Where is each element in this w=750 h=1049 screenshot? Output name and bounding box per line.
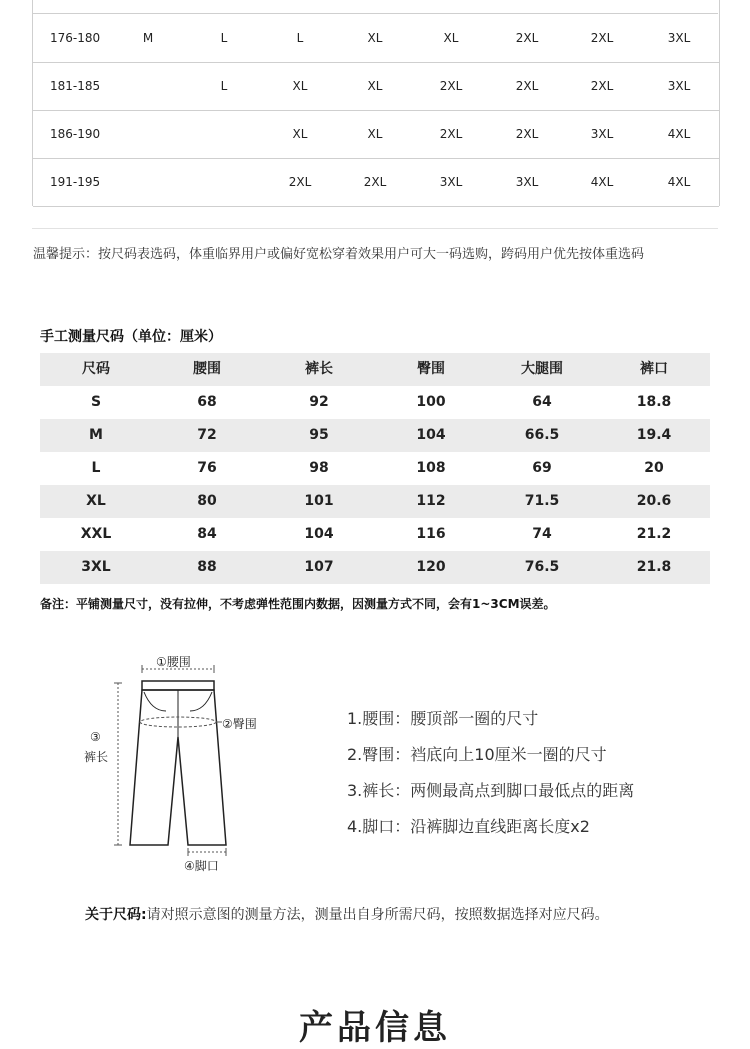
size-chart-row [33,62,719,111]
measure-header-cell: 臀围 [417,361,445,377]
size-cell: 2XL [515,31,539,45]
measure-cell: 19.4 [636,427,672,443]
measure-row [40,386,710,419]
measure-row [40,452,710,485]
size-cell [118,158,178,206]
measure-note: 备注：平铺测量尺寸，没有拉伸，不考虑弹性范围内数据，因测量方式不同，会有1~3CM误差。 [40,597,556,611]
measure-cell: 71.5 [524,493,560,509]
size-cell: 2XL [515,127,539,141]
hem-label: ④脚口 [184,859,219,873]
size-tip: 温馨提示：按尺码表选码，体重临界用户或偏好宽松穿着效果用户可大一码选购，跨码用户优先按体重选码 [33,247,645,262]
measure-cell: 108 [416,460,446,476]
measure-cell: M [89,427,103,443]
size-cell [194,110,254,158]
measure-cell: S [90,394,102,410]
measure-cell: 66.5 [524,427,560,443]
size-cell: 2XL [363,175,387,189]
definition-hem: 4.脚口：沿裤脚边直线距离长度x2 [347,817,590,836]
definition-waist: 1.腰围：腰顶部一圈的尺寸 [347,709,539,728]
measure-cell: 20.6 [636,493,672,509]
measure-cell: 98 [309,460,329,476]
measure-cell: 116 [416,526,446,542]
size-cell: M [142,31,154,45]
size-cell: 4XL [667,175,691,189]
size-chart [32,0,720,206]
measure-cell: XL [86,493,106,509]
size-cell: XL [292,79,308,93]
measure-cell: 107 [304,559,334,575]
measure-cell: 104 [416,427,446,443]
measure-cell: 68 [197,394,217,410]
size-cell: XL [443,31,459,45]
measure-cell: 21.8 [636,559,672,575]
size-cell: 2XL [288,175,312,189]
measure-cell: 101 [304,493,334,509]
measure-header-cell: 裤口 [640,361,668,377]
product-info-heading: 产品信息 [299,1008,451,1048]
measure-table-title: 手工测量尺码（单位：厘米） [40,329,222,345]
size-cell: XL [367,79,383,93]
divider [32,228,718,229]
size-cell: 4XL [667,127,691,141]
height-range: 176-180 [50,31,101,45]
length-label: 裤长 [84,750,109,764]
measure-cell: XXL [80,526,112,542]
size-cell: 3XL [667,31,691,45]
measure-cell: 92 [309,394,329,410]
measure-cell: 100 [416,394,446,410]
about-text: 请对照示意图的测量方法，测量出自身所需尺码，按照数据选择对应尺码。 [146,907,609,923]
measure-cell: 21.2 [636,526,672,542]
measure-cell: 76.5 [524,559,560,575]
measure-header-cell: 大腿围 [521,361,563,377]
about-sizing [85,900,685,930]
measure-cell: 20 [644,460,664,476]
size-cell: L [220,31,228,45]
measure-cell: 120 [416,559,446,575]
size-cell: 2XL [590,31,614,45]
measure-cell: 112 [416,493,446,509]
measure-cell: 74 [532,526,552,542]
measure-cell: 84 [197,526,217,542]
size-cell: 3XL [590,127,614,141]
size-cell: 2XL [439,79,463,93]
size-cell: XL [292,127,308,141]
measure-row [40,485,710,518]
size-cell: 2XL [515,79,539,93]
height-range: 186-190 [50,127,101,141]
size-chart-row [33,14,719,63]
measure-header-cell: 裤长 [305,361,333,377]
size-cell: L [220,79,228,93]
size-cell [118,62,178,110]
size-chart-row [33,158,719,207]
definition-hip: 2.臀围：裆底向上10厘米一圈的尺寸 [347,745,607,764]
measure-cell: 3XL [81,559,111,575]
height-range: 191-195 [50,175,101,189]
size-cell [194,158,254,206]
height-range: 181-185 [50,79,101,93]
measure-cell: 64 [532,394,552,410]
size-cell: XL [367,31,383,45]
measure-row [40,551,710,584]
measure-cell: 76 [197,460,217,476]
size-cell: 2XL [439,127,463,141]
size-cell: 3XL [439,175,463,189]
measure-cell: 80 [197,493,217,509]
measure-cell: 69 [532,460,552,476]
size-cell: L [296,31,304,45]
measure-cell: 18.8 [636,394,672,410]
measure-header-row [40,353,710,386]
size-chart-row [33,110,719,159]
size-cell: 2XL [590,79,614,93]
about-label: 关于尺码: [85,907,147,923]
length-number: ③ [90,730,101,744]
measure-cell: 95 [309,427,329,443]
pants-diagram [70,645,300,880]
measure-cell: L [91,460,101,476]
measure-header-cell: 腰围 [193,361,221,377]
hip-label: ②臀围 [222,717,257,731]
definition-length: 3.裤长：两侧最高点到脚口最低点的距离 [347,781,635,800]
waist-label: ①腰围 [156,655,191,669]
measure-header-cell: 尺码 [82,361,110,377]
measure-cell: 104 [304,526,334,542]
measure-cell: 88 [197,559,217,575]
size-cell: 3XL [667,79,691,93]
measure-cell: 72 [197,427,217,443]
size-cell: 4XL [590,175,614,189]
measure-row [40,419,710,452]
measure-row [40,518,710,551]
size-cell [118,110,178,158]
size-cell: 3XL [515,175,539,189]
size-cell: XL [367,127,383,141]
